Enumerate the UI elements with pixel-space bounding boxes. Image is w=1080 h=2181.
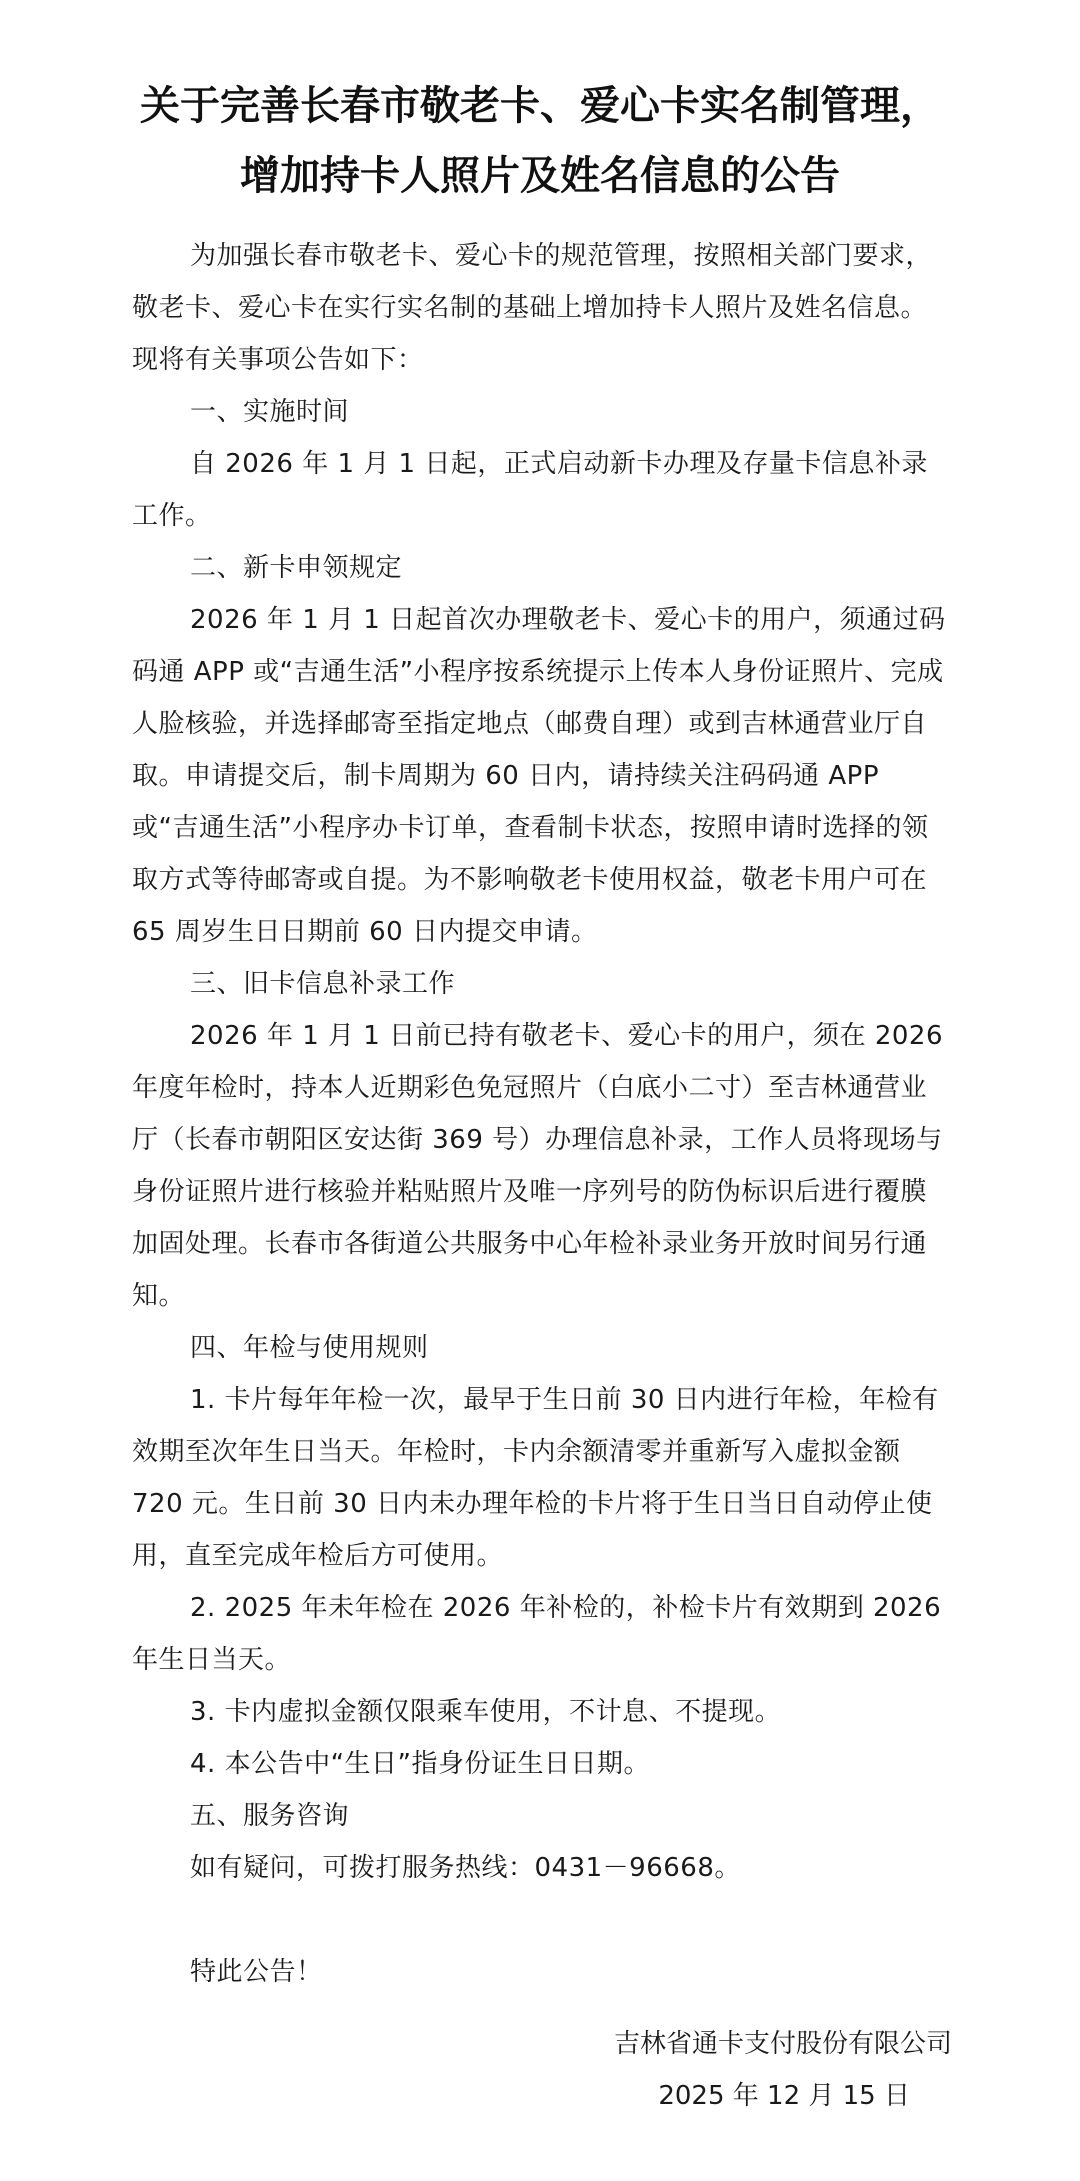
section-3-heading: 三、旧卡信息补录工作 bbox=[190, 969, 456, 999]
title-line-1: 关于完善长春市敬老卡、爱心卡实名制管理， bbox=[140, 82, 940, 129]
notice-body bbox=[132, 230, 952, 1998]
section-1-paragraph: 自 2026 年 1 月 1 日起，正式启动新卡办理及存量卡信息补录工作。 bbox=[132, 449, 928, 531]
section-4-rule-3: 3. 卡内虚拟金额仅限乘车使用，不计息、不提现。 bbox=[190, 1697, 782, 1727]
spacer bbox=[132, 1894, 952, 1946]
title-line-2: 增加持卡人照片及姓名信息的公告 bbox=[240, 152, 840, 199]
intro-paragraph: 为加强长春市敬老卡、爱心卡的规范管理，按照相关部门要求，敬老卡、爱心卡在实行实名制的基础上增加持卡人照片及姓名信息。现将有关事项公告如下： bbox=[132, 241, 933, 375]
signature-date: 2025 年 12 月 15 日 bbox=[658, 2081, 910, 2111]
section-4-rule-2: 2. 2025 年未年检在 2026 年补检的，补检卡片有效期到 2026 年生日当天。 bbox=[132, 1593, 942, 1675]
closing-text: 特此公告！ bbox=[190, 1957, 323, 1987]
section-5-paragraph: 如有疑问，可拨打服务热线：0431－96668。 bbox=[190, 1853, 741, 1883]
section-4-heading: 四、年检与使用规则 bbox=[190, 1333, 429, 1363]
section-4-rule-1: 1. 卡片每年年检一次，最早于生日前 30 日内进行年检，年检有效期至次年生日当天。年检时，卡内余额清零并重新写入虚拟金额 720 元。生日前 30 日内未办理年检的卡片将于生日当日自动停止使用，直至完成年检后方可使用。 bbox=[132, 1385, 939, 1571]
section-5-heading: 五、服务咨询 bbox=[190, 1801, 350, 1831]
section-4-rule-4: 4. 本公告中“生日”指身份证生日日期。 bbox=[190, 1749, 651, 1779]
section-1-heading: 一、实施时间 bbox=[190, 397, 350, 427]
section-3-paragraph: 2026 年 1 月 1 日前已持有敬老卡、爱心卡的用户，须在 2026 年度年检时，持本人近期彩色免冠照片（白底小二寸）至吉林通营业厅（长春市朝阳区安达街 369 号）办理信息补录，工作人员将现场与身份证照片进行核验并粘贴照片及唯一序列号的防伪标识后进行覆膜加固处理。长春市各街道公共服务中心年检补录业务开放时间另行通知。 bbox=[132, 1021, 944, 1311]
section-2-heading: 二、新卡申领规定 bbox=[190, 553, 403, 583]
signature-company: 吉林省通卡支付股份有限公司 bbox=[613, 2029, 952, 2059]
section-2-paragraph: 2026 年 1 月 1 日起首次办理敬老卡、爱心卡的用户，须通过码码通 APP 或“吉通生活”小程序按系统提示上传本人身份证照片、完成人脸核验，并选择邮寄至指定地点（邮费自理）或到吉林通营业厅自取。申请提交后，制卡周期为 60 日内，请持续关注码码通 APP 或“吉通生活”小程序办卡订单，查看制卡状态，按照申请时选择的领取方式等待邮寄或自提。为不影响敬老卡使用权益，敬老卡用户可在 65 周岁生日日期前 60 日内提交申请。 bbox=[132, 605, 946, 947]
